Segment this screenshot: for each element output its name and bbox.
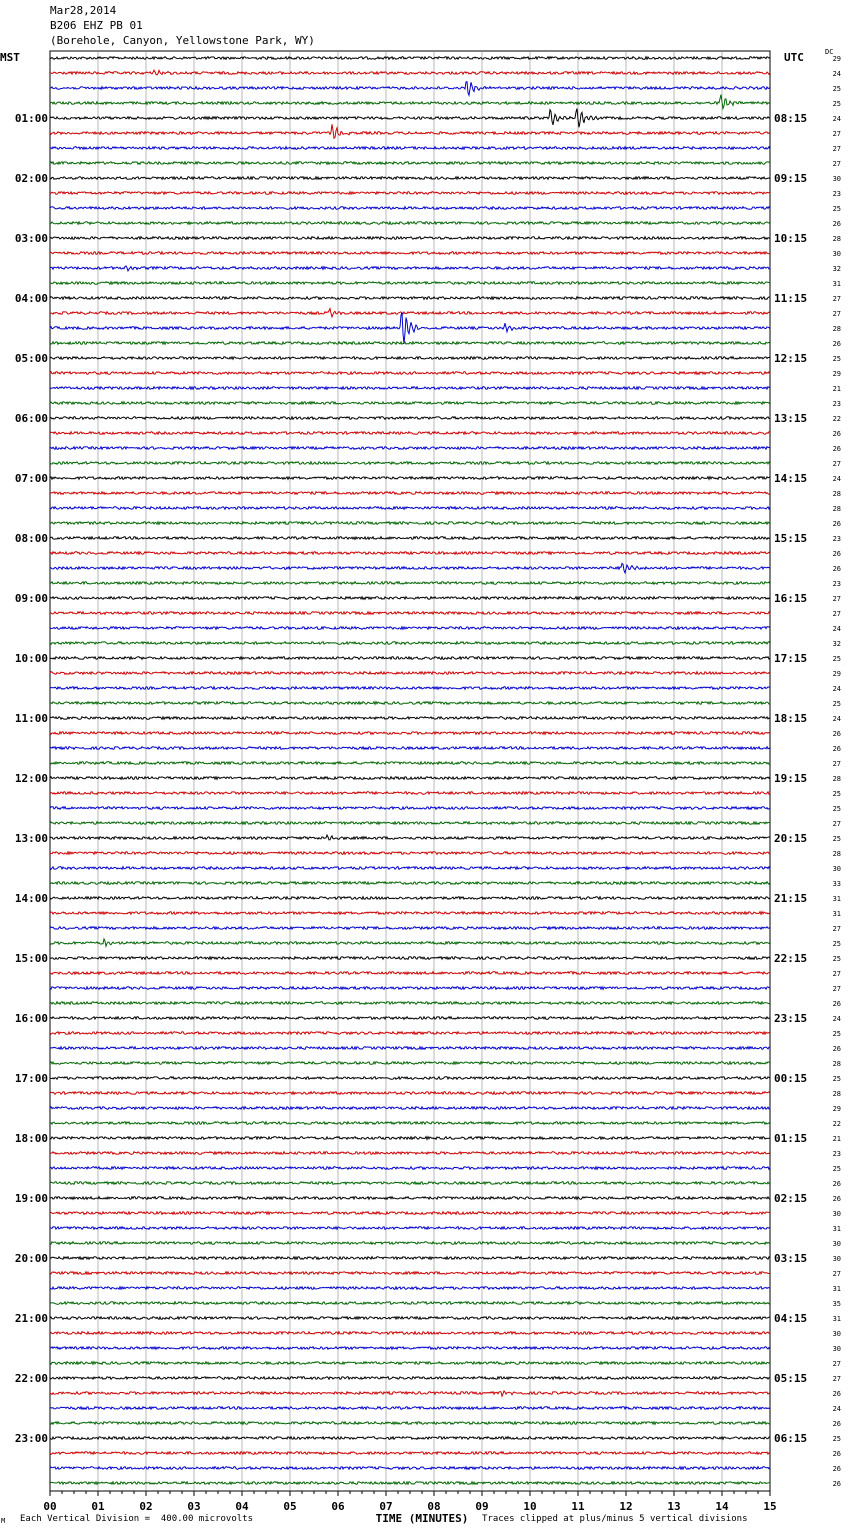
trace-black bbox=[50, 477, 770, 480]
mst-hour-label: 15:00 bbox=[14, 952, 48, 965]
trace-green bbox=[50, 95, 770, 109]
dc-offset-label: 26 bbox=[832, 1390, 841, 1398]
dc-offset-label: 28 bbox=[832, 850, 841, 858]
dc-offset-label: 30 bbox=[832, 1255, 841, 1263]
dc-offset-label: 21 bbox=[832, 1135, 841, 1143]
x-tick-label: 14 bbox=[715, 1500, 729, 1513]
dc-offset-label: 28 bbox=[832, 1090, 841, 1098]
trace-blue bbox=[50, 687, 770, 690]
mst-hour-label: 13:00 bbox=[14, 832, 48, 845]
trace-red bbox=[50, 252, 770, 255]
dc-offset-label: 27 bbox=[832, 295, 841, 303]
trace-blue bbox=[50, 807, 770, 810]
trace-red bbox=[50, 912, 770, 915]
x-tick-label: 11 bbox=[571, 1500, 585, 1513]
mst-hour-label: 02:00 bbox=[14, 172, 48, 185]
trace-black bbox=[50, 657, 770, 660]
utc-hour-label: 19:15 bbox=[774, 772, 808, 785]
trace-red bbox=[50, 1452, 770, 1455]
right-timezone-label: UTC bbox=[784, 51, 804, 64]
date-label: Mar28,2014 bbox=[50, 4, 117, 17]
utc-hour-label: 11:15 bbox=[774, 292, 808, 305]
dc-offset-label: 25 bbox=[832, 1435, 841, 1443]
dc-offset-label: 27 bbox=[832, 460, 841, 468]
trace-blue bbox=[50, 867, 770, 870]
trace-blue bbox=[50, 1467, 770, 1470]
trace-green bbox=[50, 1422, 770, 1425]
trace-red bbox=[50, 1332, 770, 1335]
trace-blue bbox=[50, 1107, 770, 1110]
mst-hour-label: 03:00 bbox=[14, 232, 48, 245]
trace-black bbox=[50, 177, 770, 180]
mst-hour-label: 23:00 bbox=[14, 1432, 48, 1445]
dc-offset-label: 24 bbox=[832, 1405, 841, 1413]
trace-blue bbox=[50, 1227, 770, 1230]
trace-red bbox=[50, 124, 770, 138]
dc-offset-label: 28 bbox=[832, 1060, 841, 1068]
dc-offset-label: 32 bbox=[832, 265, 841, 273]
utc-hour-label: 02:15 bbox=[774, 1192, 808, 1205]
dc-offset-label: 25 bbox=[832, 355, 841, 363]
x-tick-label: 02 bbox=[139, 1500, 153, 1513]
mst-hour-label: 11:00 bbox=[14, 712, 48, 725]
dc-offset-label: 32 bbox=[832, 640, 841, 648]
mst-hour-label: 07:00 bbox=[14, 472, 48, 485]
dc-offset-label: 23 bbox=[832, 580, 841, 588]
dc-offset-label: 31 bbox=[832, 895, 841, 903]
utc-hour-label: 18:15 bbox=[774, 712, 808, 725]
clip-note: Traces clipped at plus/minus 5 vertical divisions bbox=[482, 1514, 748, 1524]
trace-blue bbox=[50, 563, 770, 572]
dc-offset-label: 30 bbox=[832, 1345, 841, 1353]
plot-frame bbox=[50, 51, 770, 1491]
dc-offset-label: 25 bbox=[832, 1030, 841, 1038]
trace-blue bbox=[50, 627, 770, 630]
dc-offset-label: 26 bbox=[832, 1465, 841, 1473]
trace-black bbox=[50, 1377, 770, 1380]
dc-offset-label: 27 bbox=[832, 130, 841, 138]
dc-offset-label: 30 bbox=[832, 175, 841, 183]
dc-offset-label: 24 bbox=[832, 115, 841, 123]
mst-hour-label: 10:00 bbox=[14, 652, 48, 665]
mst-hour-label: 08:00 bbox=[14, 532, 48, 545]
dc-offset-label: 30 bbox=[832, 865, 841, 873]
trace-blue bbox=[50, 1287, 770, 1290]
trace-green bbox=[50, 162, 770, 165]
dc-offset-label: 31 bbox=[832, 1285, 841, 1293]
trace-black bbox=[50, 835, 770, 840]
dc-offset-label: 26 bbox=[832, 1180, 841, 1188]
utc-hour-label: 05:15 bbox=[774, 1372, 808, 1385]
dc-offset-label: 27 bbox=[832, 985, 841, 993]
dc-offset-label: 24 bbox=[832, 475, 841, 483]
trace-red bbox=[50, 732, 770, 735]
dc-offset-label: 23 bbox=[832, 400, 841, 408]
dc-offset-label: 26 bbox=[832, 550, 841, 558]
trace-blue bbox=[50, 266, 770, 271]
trace-red bbox=[50, 1152, 770, 1155]
scale-note: Each Vertical Division = 400.00 microvolts bbox=[20, 1514, 253, 1524]
mst-hour-label: 17:00 bbox=[14, 1072, 48, 1085]
trace-black bbox=[50, 957, 770, 960]
dc-offset-label: 31 bbox=[832, 910, 841, 918]
dc-offset-label: 26 bbox=[832, 1420, 841, 1428]
x-tick-label: 10 bbox=[523, 1500, 537, 1513]
dc-offset-label: 30 bbox=[832, 1240, 841, 1248]
trace-black bbox=[50, 597, 770, 600]
trace-green bbox=[50, 939, 770, 946]
dc-offset-label: 22 bbox=[832, 1120, 841, 1128]
dc-offset-label: 27 bbox=[832, 1270, 841, 1278]
dc-offset-label: 29 bbox=[832, 670, 841, 678]
trace-red bbox=[50, 972, 770, 975]
trace-black bbox=[50, 57, 770, 60]
dc-offset-label: 27 bbox=[832, 970, 841, 978]
trace-green bbox=[50, 582, 770, 585]
dc-offset-label: 26 bbox=[832, 1045, 841, 1053]
trace-green bbox=[50, 522, 770, 525]
dc-offset-label: 29 bbox=[832, 1105, 841, 1113]
mst-hour-label: 16:00 bbox=[14, 1012, 48, 1025]
trace-black bbox=[50, 1257, 770, 1260]
utc-hour-label: 22:15 bbox=[774, 952, 808, 965]
mst-hour-label: 12:00 bbox=[14, 772, 48, 785]
trace-blue bbox=[50, 1347, 770, 1350]
dc-offset-label: 23 bbox=[832, 1150, 841, 1158]
dc-offset-label: 31 bbox=[832, 1225, 841, 1233]
dc-offset-label: 23 bbox=[832, 190, 841, 198]
x-axis-label: TIME (MINUTES) bbox=[375, 1512, 469, 1525]
trace-red bbox=[50, 309, 770, 317]
dc-offset-label: 25 bbox=[832, 100, 841, 108]
dc-offset-label: 26 bbox=[832, 565, 841, 573]
trace-blue bbox=[50, 1407, 770, 1410]
dc-offset-label: 25 bbox=[832, 790, 841, 798]
trace-green bbox=[50, 462, 770, 465]
dc-offset-label: 30 bbox=[832, 250, 841, 258]
dc-offset-label: 28 bbox=[832, 325, 841, 333]
dc-offset-label: 28 bbox=[832, 490, 841, 498]
dc-offset-label: 31 bbox=[832, 280, 841, 288]
trace-green bbox=[50, 222, 770, 225]
dc-offset-label: 27 bbox=[832, 1360, 841, 1368]
trace-blue bbox=[50, 447, 770, 450]
mst-hour-label: 05:00 bbox=[14, 352, 48, 365]
trace-black bbox=[50, 109, 770, 128]
trace-black bbox=[50, 1017, 770, 1020]
dc-offset-label: 25 bbox=[832, 835, 841, 843]
dc-offset-label: 30 bbox=[832, 1330, 841, 1338]
dc-offset-label: 22 bbox=[832, 415, 841, 423]
trace-green bbox=[50, 1482, 770, 1485]
trace-green bbox=[50, 1362, 770, 1365]
trace-green bbox=[50, 702, 770, 705]
dc-offset-label: 26 bbox=[832, 220, 841, 228]
trace-green bbox=[50, 642, 770, 645]
dc-offset-label: 26 bbox=[832, 520, 841, 528]
x-tick-label: 13 bbox=[667, 1500, 681, 1513]
mst-hour-label: 09:00 bbox=[14, 592, 48, 605]
dc-offset-label: 25 bbox=[832, 1165, 841, 1173]
utc-hour-label: 15:15 bbox=[774, 532, 808, 545]
trace-black bbox=[50, 1197, 770, 1200]
dc-offset-label: 27 bbox=[832, 595, 841, 603]
trace-red bbox=[50, 852, 770, 855]
dc-offset-label: 31 bbox=[832, 1315, 841, 1323]
trace-green bbox=[50, 1062, 770, 1065]
dc-offset-label: 27 bbox=[832, 925, 841, 933]
dc-offset-label: 27 bbox=[832, 145, 841, 153]
dc-offset-label: 26 bbox=[832, 1450, 841, 1458]
dc-offset-label: 23 bbox=[832, 535, 841, 543]
trace-black bbox=[50, 1137, 770, 1140]
trace-blue bbox=[50, 82, 770, 96]
dc-offset-label: 27 bbox=[832, 1375, 841, 1383]
dc-offset-label: 25 bbox=[832, 940, 841, 948]
dc-offset-label: 21 bbox=[832, 385, 841, 393]
utc-hour-label: 06:15 bbox=[774, 1432, 808, 1445]
mst-hour-label: 14:00 bbox=[14, 892, 48, 905]
trace-green bbox=[50, 1122, 770, 1125]
x-tick-label: 01 bbox=[91, 1500, 105, 1513]
dc-offset-label: 27 bbox=[832, 310, 841, 318]
trace-black bbox=[50, 417, 770, 420]
utc-hour-label: 16:15 bbox=[774, 592, 808, 605]
x-tick-label: 09 bbox=[475, 1500, 489, 1513]
dc-offset-label: 24 bbox=[832, 1015, 841, 1023]
trace-green bbox=[50, 402, 770, 405]
utc-hour-label: 03:15 bbox=[774, 1252, 808, 1265]
trace-red bbox=[50, 70, 770, 75]
mst-hour-label: 22:00 bbox=[14, 1372, 48, 1385]
utc-hour-label: 12:15 bbox=[774, 352, 808, 365]
trace-black bbox=[50, 1317, 770, 1320]
mst-hour-label: 20:00 bbox=[14, 1252, 48, 1265]
trace-red bbox=[50, 192, 770, 195]
trace-green bbox=[50, 1302, 770, 1305]
trace-blue bbox=[50, 987, 770, 990]
trace-red bbox=[50, 432, 770, 435]
mst-hour-label: 21:00 bbox=[14, 1312, 48, 1325]
trace-blue bbox=[50, 747, 770, 750]
trace-blue bbox=[50, 387, 770, 390]
dc-offset-label: 25 bbox=[832, 85, 841, 93]
dc-offset-label: 24 bbox=[832, 625, 841, 633]
trace-green bbox=[50, 1182, 770, 1185]
mst-hour-label: 18:00 bbox=[14, 1132, 48, 1145]
dc-offset-label: 28 bbox=[832, 775, 841, 783]
dc-offset-label: 25 bbox=[832, 700, 841, 708]
trace-red bbox=[50, 672, 770, 675]
dc-offset-label: 24 bbox=[832, 715, 841, 723]
x-tick-label: 06 bbox=[331, 1500, 345, 1513]
dc-offset-label: 30 bbox=[832, 1210, 841, 1218]
trace-blue bbox=[50, 1167, 770, 1170]
trace-red bbox=[50, 612, 770, 615]
x-tick-label: 15 bbox=[763, 1500, 777, 1513]
trace-blue bbox=[50, 147, 770, 150]
dc-offset-label: 25 bbox=[832, 205, 841, 213]
trace-red bbox=[50, 1272, 770, 1275]
dc-offset-label: 27 bbox=[832, 760, 841, 768]
utc-hour-label: 20:15 bbox=[774, 832, 808, 845]
utc-hour-label: 08:15 bbox=[774, 112, 808, 125]
utc-hour-label: 01:15 bbox=[774, 1132, 808, 1145]
trace-red bbox=[50, 792, 770, 795]
dc-offset-label: 25 bbox=[832, 1075, 841, 1083]
x-tick-label: 03 bbox=[187, 1500, 201, 1513]
trace-green bbox=[50, 762, 770, 765]
dc-offset-label: 26 bbox=[832, 1195, 841, 1203]
utc-hour-label: 23:15 bbox=[774, 1012, 808, 1025]
mst-hour-label: 01:00 bbox=[14, 112, 48, 125]
trace-red bbox=[50, 1212, 770, 1215]
x-tick-label: 00 bbox=[43, 1500, 57, 1513]
dc-offset-label: 25 bbox=[832, 805, 841, 813]
dc-offset-label: 27 bbox=[832, 820, 841, 828]
trace-red bbox=[50, 552, 770, 555]
trace-green bbox=[50, 882, 770, 885]
utc-hour-label: 14:15 bbox=[774, 472, 808, 485]
dc-offset-label: 25 bbox=[832, 955, 841, 963]
dc-offset-label: 26 bbox=[832, 340, 841, 348]
trace-red bbox=[50, 372, 770, 375]
trace-blue bbox=[50, 207, 770, 210]
dc-offset-label: 28 bbox=[832, 235, 841, 243]
dc-label: DC bbox=[825, 48, 834, 56]
trace-black bbox=[50, 717, 770, 720]
mst-hour-label: 04:00 bbox=[14, 292, 48, 305]
trace-black bbox=[50, 357, 770, 360]
mst-hour-label: 06:00 bbox=[14, 412, 48, 425]
trace-green bbox=[50, 822, 770, 825]
mst-hour-label: 19:00 bbox=[14, 1192, 48, 1205]
utc-hour-label: 10:15 bbox=[774, 232, 808, 245]
location-label: (Borehole, Canyon, Yellowstone Park, WY) bbox=[50, 34, 315, 47]
trace-blue bbox=[50, 312, 770, 344]
dc-offset-label: 25 bbox=[832, 655, 841, 663]
utc-hour-label: 09:15 bbox=[774, 172, 808, 185]
dc-offset-label: 27 bbox=[832, 610, 841, 618]
trace-red bbox=[50, 1032, 770, 1035]
dc-offset-label: 27 bbox=[832, 160, 841, 168]
utc-hour-label: 13:15 bbox=[774, 412, 808, 425]
dc-offset-label: 26 bbox=[832, 445, 841, 453]
trace-red bbox=[50, 1092, 770, 1095]
x-tick-label: 07 bbox=[379, 1500, 393, 1513]
dc-offset-label: 26 bbox=[832, 745, 841, 753]
utc-hour-label: 00:15 bbox=[774, 1072, 808, 1085]
trace-black bbox=[50, 1437, 770, 1440]
trace-black bbox=[50, 297, 770, 300]
dc-offset-label: 26 bbox=[832, 430, 841, 438]
trace-blue bbox=[50, 927, 770, 930]
trace-black bbox=[50, 897, 770, 900]
corner-mark: M bbox=[1, 1517, 6, 1525]
trace-green bbox=[50, 342, 770, 345]
dc-offset-label: 26 bbox=[832, 1480, 841, 1488]
x-tick-label: 04 bbox=[235, 1500, 249, 1513]
dc-offset-label: 29 bbox=[832, 370, 841, 378]
trace-green bbox=[50, 1002, 770, 1005]
x-tick-label: 08 bbox=[427, 1500, 441, 1513]
trace-black bbox=[50, 537, 770, 540]
dc-offset-label: 24 bbox=[832, 685, 841, 693]
utc-hour-label: 21:15 bbox=[774, 892, 808, 905]
dc-offset-label: 26 bbox=[832, 1000, 841, 1008]
utc-hour-label: 17:15 bbox=[774, 652, 808, 665]
trace-red bbox=[50, 492, 770, 495]
dc-offset-label: 26 bbox=[832, 730, 841, 738]
trace-red bbox=[50, 1391, 770, 1396]
utc-hour-label: 04:15 bbox=[774, 1312, 808, 1325]
x-tick-label: 05 bbox=[283, 1500, 297, 1513]
x-tick-label: 12 bbox=[619, 1500, 633, 1513]
trace-green bbox=[50, 1242, 770, 1245]
trace-black bbox=[50, 777, 770, 780]
trace-black bbox=[50, 237, 770, 240]
dc-offset-label: 28 bbox=[832, 505, 841, 513]
dc-offset-label: 24 bbox=[832, 70, 841, 78]
trace-blue bbox=[50, 507, 770, 510]
station-label: B206 EHZ PB 01 bbox=[50, 19, 143, 32]
dc-offset-label: 33 bbox=[832, 880, 841, 888]
dc-offset-label: 29 bbox=[832, 55, 841, 63]
trace-black bbox=[50, 1077, 770, 1080]
trace-blue bbox=[50, 1047, 770, 1050]
trace-green bbox=[50, 282, 770, 285]
dc-offset-label: 35 bbox=[832, 1300, 841, 1308]
left-timezone-label: MST bbox=[0, 51, 20, 64]
